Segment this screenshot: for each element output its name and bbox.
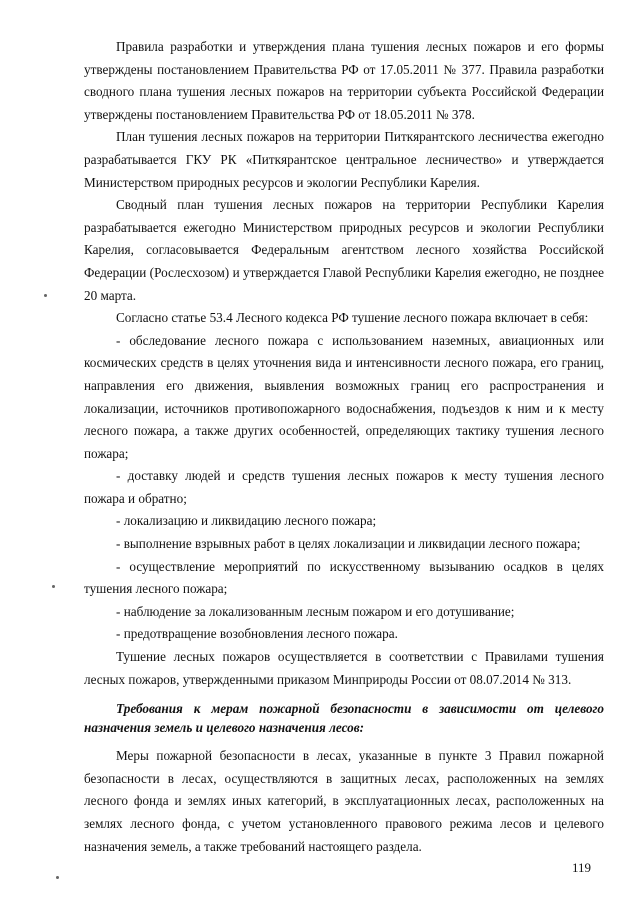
list-item: - локализацию и ликвидацию лесного пожара;: [116, 513, 377, 529]
spacer: [84, 691, 604, 699]
scan-mark: [52, 585, 55, 588]
list-item: - доставку людей и средств тушения лесных пожаров к месту тушения лесного пожара и обратно;: [84, 468, 604, 506]
document-page: [84, 36, 604, 858]
list-item: - осуществление мероприятий по искусственному вызыванию осадков в целях тушения лесного пожара;: [84, 558, 604, 597]
page-number: 119: [572, 860, 592, 875]
list-item: - предотвращение возобновления лесного пожара.: [116, 626, 398, 642]
scan-mark: [44, 294, 47, 297]
scan-mark: [56, 876, 59, 879]
list-item: - обследование лесного пожара с использованием наземных, авиационных или космических средств в целях уточнения вида и интенсивности лесного пожара, его границ, направления его движения, выявления возможных границ его распространения и локализации, источников противопожарного водоснабжения, подъездов к ним и к месту лесного пожара, а также других особенностей, определяющих тактику тушения лесного пожара;: [84, 332, 604, 461]
paragraph: Сводный план тушения лесных пожаров на территории Республики Карелия разрабатывается ежегодно Министерством природных ресурсов и экологии Республики Карелия, согласовывается Федеральным агентством лесного хозяйства Российской Федерации (Рослесхозом) и утверждается Главой Республики Карелия ежегодно, не позднее 20 марта.: [84, 197, 604, 303]
paragraph: План тушения лесных пожаров на территории Питкярантского лесничества ежегодно разрабатывается ГКУ РК «Питкярантское центральное лесничество» и утверждается Министерством природных ресурсов и экологии Республики Карелия.: [84, 129, 604, 190]
spacer: [84, 737, 604, 745]
list-item: - выполнение взрывных работ в целях локализации и ликвидации лесного пожара;: [116, 536, 581, 552]
paragraph: Правила разработки и утверждения плана тушения лесных пожаров и его формы утверждены постановлением Правительства РФ от 17.05.2011 № 377. Правила разработки сводного плана тушения лесных пожаров на территории субъекта Российской Федерации утверждены постановлением Правительства РФ от 18.05.2011 № 378.: [84, 39, 604, 122]
list-item: - наблюдение за локализованным лесным пожаром и его дотушивание;: [116, 603, 515, 619]
paragraph: Меры пожарной безопасности в лесах, указанные в пункте 3 Правил пожарной безопасности в лесах, осуществляются в защитных лесах, расположенных на землях лесного фонда и землях иных категорий, в эксплуатационных лесах, расположенных на землях лесного фонда, с учетом установленного правового режима лесов и целевого назначения земель, а также требований настоящего раздела.: [84, 748, 604, 854]
paragraph: Согласно статье 53.4 Лесного кодекса РФ тушение лесного пожара включает в себя:: [116, 310, 589, 326]
paragraph: Тушение лесных пожаров осуществляется в соответствии с Правилами тушения лесных пожаров, утвержденными приказом Минприроды России от 08.07.2014 № 313.: [84, 649, 604, 687]
section-heading: Требования к мерам пожарной безопасности в зависимости от целевого назначения земель и целевого назначения лесов:: [84, 701, 604, 736]
